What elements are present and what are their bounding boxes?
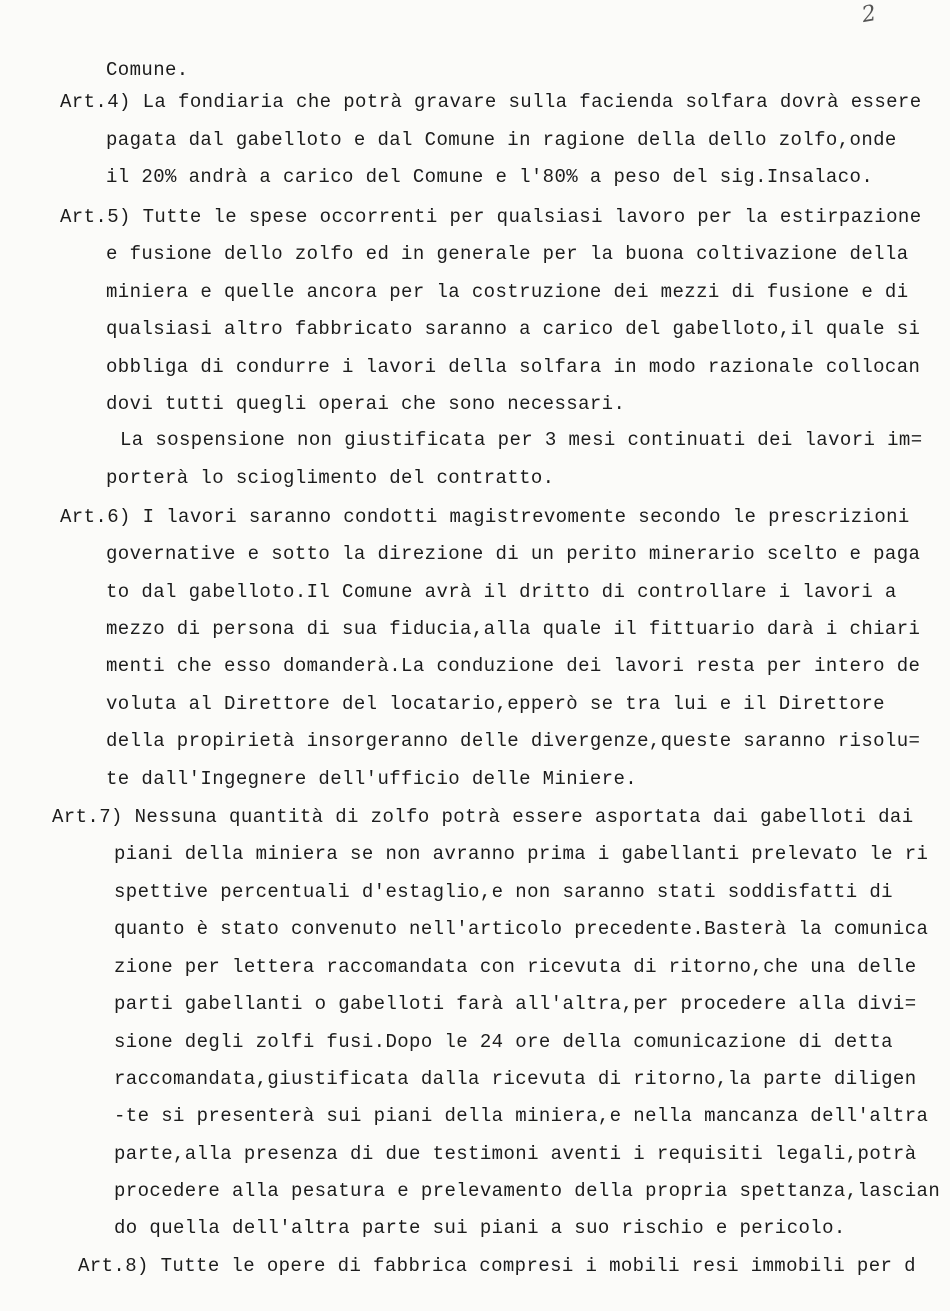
text-line: e fusione dello zolfo ed in generale per la buona coltivazione della bbox=[106, 243, 909, 265]
page-mark: 2 bbox=[859, 0, 879, 29]
text-line: Art.7) Nessuna quantità di zolfo potrà essere asportata dai gabelloti dai bbox=[52, 806, 914, 828]
text-line: Comune. bbox=[106, 59, 189, 81]
text-line: Art.5) Tutte le spese occorrenti per qualsiasi lavoro per la estirpazione bbox=[60, 206, 922, 228]
text-line: dovi tutti quegli operai che sono necessari. bbox=[106, 393, 626, 415]
text-line: quanto è stato convenuto nell'articolo precedente.Basterà la comunica bbox=[114, 918, 929, 940]
text-line: Art.8) Tutte le opere di fabbrica compresi i mobili resi immobili per d bbox=[78, 1255, 916, 1277]
text-line: raccomandata,giustificata dalla ricevuta di ritorno,la parte diligen bbox=[114, 1068, 917, 1090]
text-line: parte,alla presenza di due testimoni aventi i requisiti legali,potrà bbox=[114, 1143, 917, 1165]
text-line: pagata dal gabelloto e dal Comune in ragione della dello zolfo,onde bbox=[106, 129, 897, 151]
text-line: spettive percentuali d'estaglio,e non saranno stati soddisfatti di bbox=[114, 881, 893, 903]
text-line: obbliga di condurre i lavori della solfara in modo razionale collocan bbox=[106, 356, 921, 378]
text-line: parti gabellanti o gabelloti farà all'altra,per procedere alla divi= bbox=[114, 993, 917, 1015]
text-line: governative e sotto la direzione di un perito minerario scelto e paga bbox=[106, 543, 921, 565]
text-line: La sospensione non giustificata per 3 mesi continuati dei lavori im= bbox=[120, 429, 923, 451]
text-line: do quella dell'altra parte sui piani a suo rischio e pericolo. bbox=[114, 1217, 846, 1239]
text-line: porterà lo scioglimento del contratto. bbox=[106, 467, 555, 489]
text-line: mezzo di persona di sua fiducia,alla quale il fittuario darà i chiari bbox=[106, 618, 921, 640]
text-line: Art.6) I lavori saranno condotti magistrevomente secondo le prescrizioni bbox=[60, 506, 910, 528]
text-line: zione per lettera raccomandata con ricevuta di ritorno,che una delle bbox=[114, 956, 917, 978]
text-line: piani della miniera se non avranno prima i gabellanti prelevato le ri bbox=[114, 843, 929, 865]
text-line: te dall'Ingegnere dell'ufficio delle Miniere. bbox=[106, 768, 638, 790]
text-line: miniera e quelle ancora per la costruzione dei mezzi di fusione e di bbox=[106, 281, 909, 303]
text-line: -te si presenterà sui piani della miniera,e nella mancanza dell'altra bbox=[114, 1105, 929, 1127]
text-line: menti che esso domanderà.La conduzione dei lavori resta per intero de bbox=[106, 655, 921, 677]
text-line: Art.4) La fondiaria che potrà gravare sulla facienda solfara dovrà essere bbox=[60, 91, 922, 113]
text-line: voluta al Direttore del locatario,epperò se tra lui e il Direttore bbox=[106, 693, 885, 715]
text-line: to dal gabelloto.Il Comune avrà il dritto di controllare i lavori a bbox=[106, 581, 897, 603]
text-line: qualsiasi altro fabbricato saranno a carico del gabelloto,il quale si bbox=[106, 318, 921, 340]
text-line: della propirietà insorgeranno delle divergenze,queste saranno risolu= bbox=[106, 730, 921, 752]
text-line: procedere alla pesatura e prelevamento della propria spettanza,lascian bbox=[114, 1180, 941, 1202]
text-line: sione degli zolfi fusi.Dopo le 24 ore della comunicazione di detta bbox=[114, 1031, 893, 1053]
text-line: il 20% andrà a carico del Comune e l'80% a peso del sig.Insalaco. bbox=[106, 166, 874, 188]
